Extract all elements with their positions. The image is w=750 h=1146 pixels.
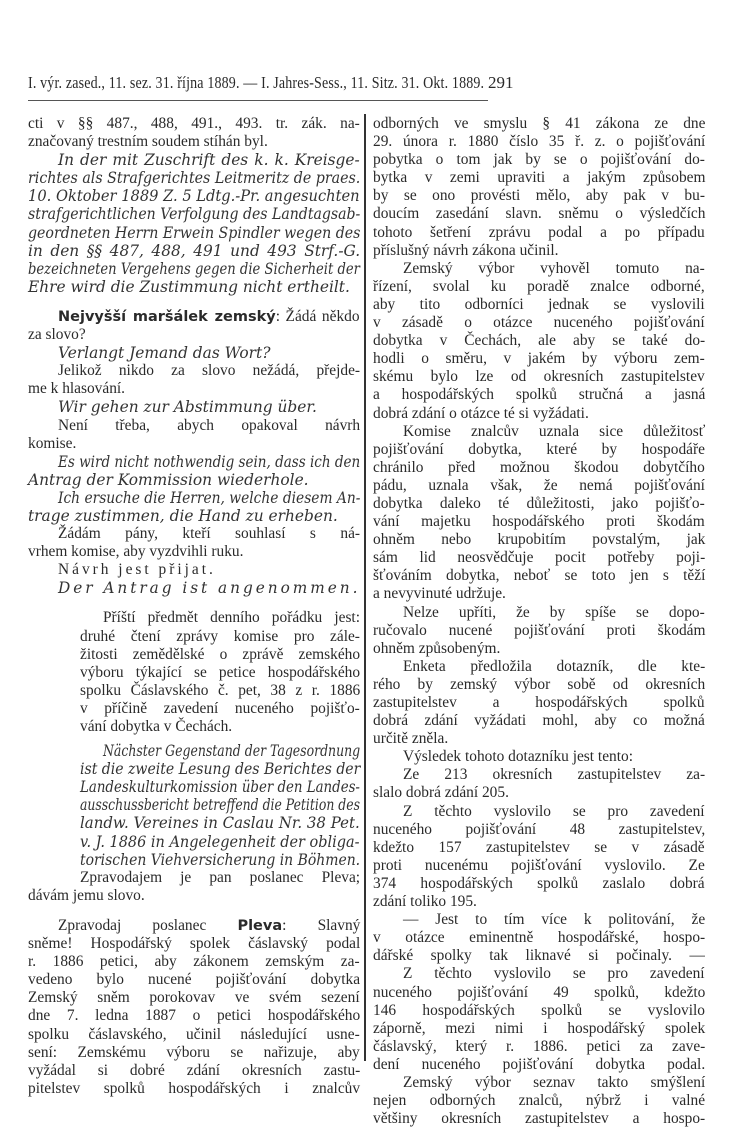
- speaker-intro: Zpravodaj poslanec: [58, 916, 238, 934]
- text-line-czech: dobytka v Čechách, ale aby se také do-: [373, 332, 706, 350]
- paragraph-gap: [28, 597, 360, 609]
- text-line-czech: vedeno bylo nucené pojišťování dobytka: [28, 971, 361, 989]
- text-line-czech: Žádám pány, kteří souhlasí s ná-: [58, 525, 361, 543]
- text-line-czech: vání dobytka v Čechách.: [80, 718, 233, 735]
- text-line-german: landw. Vereines in Caslau Nr. 38 Pet.: [80, 814, 360, 833]
- text-line-czech: kdežto 157 zastupitelstev se v zásadě: [373, 838, 705, 856]
- column-divider: [364, 114, 366, 1061]
- speaker-line-marshal: [28, 308, 360, 326]
- text-line-czech: sení: Zemskému výboru se nařizuje, aby: [28, 1043, 360, 1061]
- text-line-german: Verlangt Jemand das Wort?: [58, 344, 271, 363]
- text-line-czech: nejen odborných znalců, nýbrž i valné: [373, 1092, 706, 1110]
- text-line-german: torischen Viehversicherung in Böhmen.: [80, 850, 361, 869]
- text-line-czech: nuceného pojišťování 48 zastupitelstev,: [373, 820, 706, 838]
- speaker-line-rapporteur: [28, 917, 360, 935]
- speaker-text: : Žádá někdo: [275, 307, 360, 325]
- text-line-czech: 146 hospodářských spolků se vyslovilo: [373, 1001, 705, 1019]
- text-line-czech: vání majetku hospodářského proti škodám: [373, 513, 705, 531]
- text-line-czech: Jelikož nikdo za slovo nežádá, přejde-: [58, 362, 361, 380]
- text-line-czech: vrhem komise, aby vyzdvihli ruku.: [28, 543, 244, 561]
- speaker-name: Nejvyšší maršálek zemský: [58, 308, 276, 325]
- text-line-czech: pitelstev spolků hospodářských i znalcův: [28, 1079, 361, 1097]
- text-line-czech: cti v §§ 487., 488, 491., 493. tr. zák. na-: [28, 115, 360, 132]
- text-line-czech: rého by zemský výbor sobě od okresních: [373, 675, 706, 693]
- text-line-czech: dobrá zdání o otázce té si vyžádati.: [373, 404, 589, 422]
- text-line-czech: dobrá zdání vyžádati mohl, aby co možná: [373, 712, 705, 730]
- text-line-czech: Nelze upříti, že by spíše se dopo-: [403, 603, 705, 621]
- text-line-czech: Návrh jest přijat.: [58, 561, 216, 579]
- text-line-czech: Enketa předložila dotazník, dle kte-: [403, 657, 706, 675]
- text-line-czech: ručovalo nucené pojišťování proti škodám: [373, 621, 706, 639]
- paragraph-gap: [28, 905, 360, 917]
- text-line-czech: a nevyvinuté udržuje.: [373, 585, 506, 603]
- text-line-german: geordneten Herrn Erwein Spindler wegen des: [28, 223, 361, 242]
- page-number-wrap: [488, 73, 514, 93]
- page-number: 291: [488, 73, 514, 92]
- text-line-czech: Zemský sněm porokovav ve svém sezení: [28, 989, 360, 1007]
- text-line-czech: ohněm nebo krupobitím povstalým, jak: [373, 531, 706, 549]
- text-line-czech: sněme! Hospodářský spolek čáslavský podal: [28, 935, 361, 953]
- text-line-czech: pádu, uznala však, že nemá pojišťování: [373, 476, 705, 494]
- text-line-german: Antrag der Kommission wiederhole.: [28, 470, 309, 489]
- text-line-czech: dářské spolky tak liknavé si počinaly. —: [373, 947, 705, 965]
- text-line-german: Landeskulturkomission über den Landes-: [80, 778, 360, 797]
- text-line-czech: určitě zněla.: [373, 730, 449, 748]
- text-line-czech: dávám jemu slovo.: [28, 886, 145, 904]
- text-line-czech: šťováním dobytka, neboť se toto jen s těží: [373, 567, 706, 585]
- text-line-czech: Zpravodajem je pan poslanec Pleva;: [80, 868, 361, 886]
- speaker-text: : Slavný: [282, 916, 361, 934]
- text-line-german: Ehre wird die Zustimmung nicht ertheilt.: [28, 277, 350, 296]
- text-line-czech: řízení, svolal ku poradě znalce odborné,: [373, 277, 705, 295]
- text-line-czech: a hospodářských spolků stručná a jasná: [373, 386, 706, 404]
- right-column: [373, 115, 705, 1128]
- text-line-czech: dne 7. ledna 1887 o petici hospodářského: [28, 1007, 361, 1025]
- text-line-czech: v příčině zavedení nuceného pojišťo-: [80, 699, 360, 717]
- text-line-czech: v otázce eminentně hospodářské, hospo-: [373, 929, 706, 947]
- text-line-czech: zdání toliko 195.: [373, 893, 477, 911]
- text-line-czech: sám lid neosvědčuje pocit potřeby poji-: [373, 549, 706, 567]
- text-line-czech: ohněm způsobeným.: [373, 639, 501, 657]
- text-line-czech: většiny okresních zastupitelstev a hospo-: [373, 1110, 706, 1128]
- text-line-czech: žitosti zemědělské o zprávě zemského: [80, 645, 361, 663]
- text-line-czech: záporně, mezi nimi i hospodářský spolek: [373, 1019, 706, 1037]
- text-line-czech: Ze 213 okresních zastupitelstev za-: [403, 766, 706, 784]
- text-line-czech: 29. února r. 1880 číslo 35 ř. z. o pojišťování: [373, 133, 706, 151]
- text-line-czech: v zásadě o otázce nuceného pojišťování: [373, 314, 705, 332]
- text-line-czech: vyžádal si dobré zdání okresních zastu-: [28, 1061, 361, 1079]
- text-line-czech: pobytka o tom jak by se o pojišťování do-: [373, 151, 705, 169]
- text-line-german: ausschussbericht betreffend die Petition des: [80, 796, 360, 815]
- text-line-czech: Z těchto vyslovilo se pro zavedení: [403, 802, 705, 820]
- text-line-czech: skému bylo lze od okresních zastupitelstev: [373, 368, 705, 386]
- text-line-czech: spolku čáslavského, učinil následující usne-: [28, 1025, 360, 1043]
- running-header: [28, 73, 486, 103]
- text-line-czech: by se ono provésti mělo, aby pak v bu-: [373, 187, 705, 205]
- text-line-german: bezeichneten Vergehens gegen die Sicherheit der: [28, 259, 360, 278]
- text-line-czech: 374 hospodářských spolků zaslalo dobrá: [373, 874, 705, 892]
- text-line-czech: dení nuceného pojišťování dobytka podal.: [373, 1055, 706, 1073]
- text-line-german: Nächster Gegenstand der Tagesordnung: [103, 742, 361, 761]
- text-line-german: Ich ersuche die Herren, welche diesem An-: [58, 488, 361, 507]
- text-line-czech: za slovo?: [28, 326, 86, 344]
- header-rule: [28, 100, 488, 101]
- text-line-czech: Výsledek tohoto dotazníku jest tento:: [403, 748, 633, 766]
- text-line-german: richtes als Strafgerichtes Leitmeritz de praes.: [28, 169, 361, 188]
- text-line-czech: pojišťování dobytka, které by hospodáře: [373, 440, 705, 458]
- text-line-czech: komise.: [28, 434, 77, 452]
- text-line-german: ist die zweite Lesung des Berichtes der: [80, 760, 361, 779]
- text-line-czech: bytka v zemi upraviti a jakým způsobem: [373, 169, 706, 187]
- text-line-czech: druhé čtení zprávy komise pro zále-: [80, 627, 360, 645]
- text-line-german: strafgerichtlichen Verfolgung des Landtagsab-: [28, 205, 361, 224]
- text-line-german: Es wird nicht nothwendig sein, dass ich den: [58, 452, 361, 471]
- speaker-name: Pleva: [237, 917, 283, 934]
- running-header-title: I. výr. zased., 11. sez. 31. října 1889. — I. Jahres-Sess., 11. Sitz. 31. Okt. 1889.: [28, 73, 485, 92]
- text-line-german: Wir gehen zur Abstimmung über.: [58, 398, 317, 417]
- text-line-german: Der Antrag ist angenommen.: [58, 579, 361, 598]
- text-line-czech: slalo dobrá zdání 205.: [373, 784, 509, 802]
- text-line-czech: příslušný návrh zákona učinil.: [373, 241, 559, 259]
- text-line-czech: spolku Čáslavského č. pet, 38 z r. 1886: [80, 681, 361, 699]
- text-line-german: in den §§ 487, 488, 491 und 493 Strf.-G.: [28, 241, 361, 260]
- text-line-german: 10. Oktober 1889 Z. 5 Ldtg.-Pr. angesuchten: [28, 187, 360, 206]
- text-line-czech: značovaný trestním soudem stíhán byl.: [28, 133, 268, 151]
- text-line-czech: r. 1886 petici, aby zákonem zemským za-: [28, 953, 360, 971]
- text-line-german: In der mit Zuschrift des k. k. Kreisge-: [58, 151, 360, 170]
- text-line-czech: proti nucenému pojišťování vyslovilo. Ze: [373, 856, 705, 874]
- text-line-czech: Zemský výbor vyhověl tomuto na-: [403, 259, 705, 277]
- text-line-czech: nuceného pojišťování 49 spolků, kdežto: [373, 983, 706, 1001]
- text-line-czech: zastupitelstev a hospodářských spolků: [373, 694, 705, 711]
- text-line-czech: odborných ve smyslu § 41 zákona ze dne: [373, 115, 706, 132]
- text-line-german: trage zustimmen, die Hand zu erheben.: [28, 506, 338, 525]
- text-line-czech: — Jest to tím více k politování, že: [403, 911, 706, 929]
- paragraph-gap: [28, 296, 360, 308]
- left-column: [28, 115, 360, 1098]
- text-line-czech: chránilo před možnou škodou dobytčího: [373, 458, 705, 476]
- text-line-czech: Zemský výbor seznav takto smýšlení: [403, 1073, 706, 1091]
- text-line-czech: dobytka daleko té důležitosti, jako pojišťo-: [373, 494, 705, 512]
- text-line-czech: tohoto šetření zprávu podal a po případu: [373, 223, 705, 241]
- text-line-czech: Z těchto vyslovilo se pro zavedení: [403, 965, 705, 983]
- text-line-czech: hodli o směru, v jakém by výboru zem-: [373, 350, 705, 368]
- text-line-czech: Není třeba, abych opakoval návrh: [58, 416, 361, 434]
- text-line-german: v. J. 1886 in Angelegenheit der obliga-: [80, 832, 360, 851]
- text-line-czech: výboru týkající se petice hospodářského: [80, 663, 361, 681]
- text-line-czech: čáslavský, který r. 1886. petici za zave-: [373, 1037, 706, 1055]
- text-line-czech: Příští předmět denního pořádku jest:: [103, 609, 360, 627]
- text-line-czech: Komise znalcův uznala sice důležitosť: [403, 422, 706, 440]
- text-line-czech: me k hlasování.: [28, 380, 126, 398]
- text-line-czech: doucím zasedání slavn. sněmu o výsledčích: [373, 205, 706, 223]
- text-line-czech: aby tito odborníci jednak se vyslovili: [373, 295, 705, 313]
